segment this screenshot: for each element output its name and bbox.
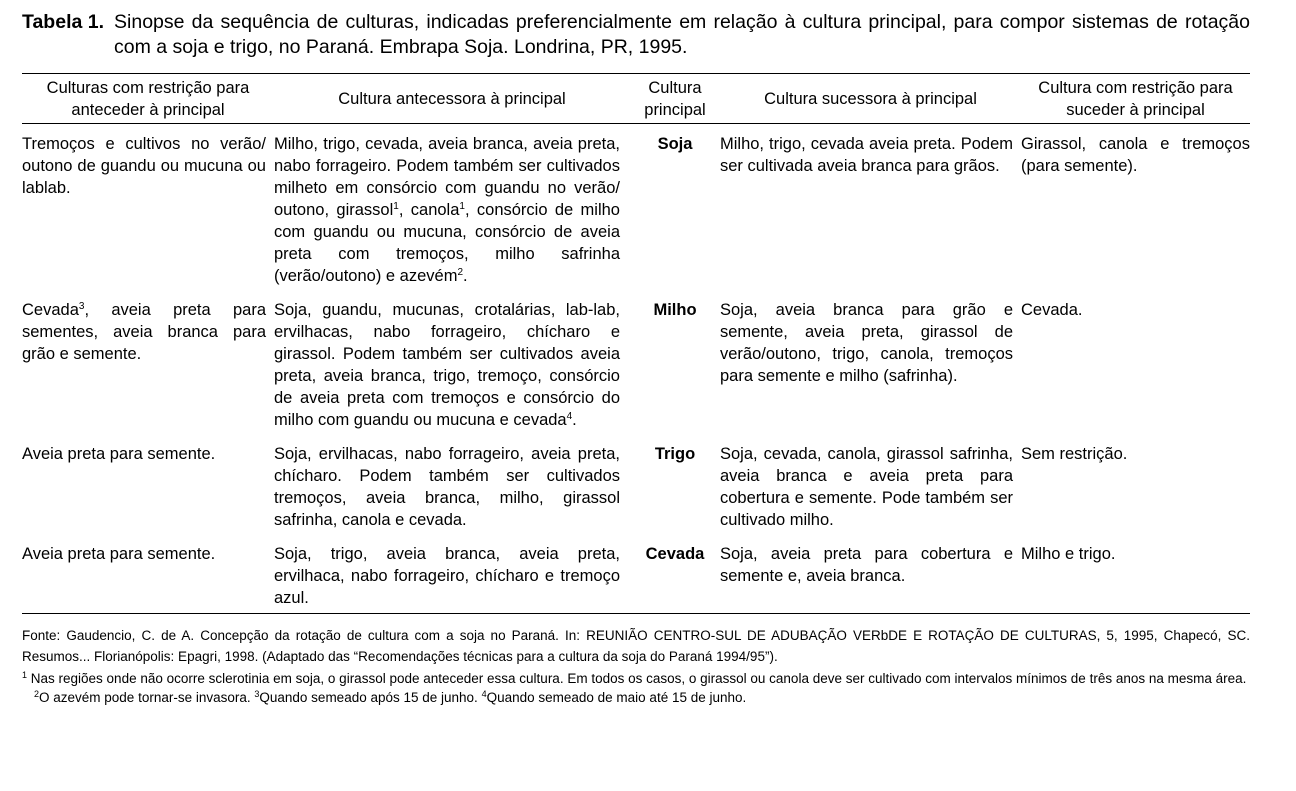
cell-predecessor: Soja, ervilhacas, nabo forrageiro, aveia preta, chícharo. Podem também ser cultivados tremoços, aveia branca, milho, girassol safrinha, canola e cevada. (274, 445, 620, 529)
cell-main-crop: Trigo (654, 445, 696, 463)
table-number: Tabela 1. (22, 11, 105, 33)
cell-predecessor: Milho, trigo, cevada, aveia branca, aveia preta, nabo forrageiro. Podem também ser cultivados milheto em consórcio com guandu no verão/ outono, girassol$^1$, canola$^1$, consórcio de milho com guandu ou mucuna, consórcio de aveia preta com tremoços, milho safrinha (verão/outono) e azevém$^2$. (274, 135, 620, 285)
cell-restriction-before: Aveia preta para semente. (22, 543, 274, 614)
cell-predecessor: Soja, guandu, mucunas, crotalárias, lab-lab, ervilhacas, nabo forrageiro, chícharo e girassol. Podem também ser cultivados aveia preta, aveia branca, trigo, tremoço, consórcio de aveia preta com tremoços e consórcio do milho com guandu ou mucuna e cevada$^4$. (274, 301, 620, 429)
cell-main-crop: Cevada (630, 543, 720, 614)
cell-restriction-before: Cevada$^3$, aveia preta para sementes, aveia branca para grão e semente. (22, 301, 266, 363)
footnote-ref: 1 (459, 201, 465, 212)
footnote-mark: 4 (481, 689, 487, 699)
source-note: Fonte: Gaudencio, C. de A. Concepção da rotação de cultura com a soja no Paraná. In: REUNIÃO CENTRO-SUL DE ADUBAÇÃO VERbDE E ROTAÇÃO DE CULTURAS, 5, 1995, Chapecó, SC. Resumos... Florianópolis: Epagri, 1998. (Adaptado das “Recomendações técnicas para a cultura da soja do Paraná 1994/95”). (22, 628, 1250, 664)
cell-main-crop: Milho (653, 301, 697, 319)
cell-restriction-after: Cevada. (1021, 301, 1083, 319)
cell-successor: Milho, trigo, cevada aveia preta. Podem ser cultivada aveia branca para grãos. (720, 135, 1013, 175)
cell-successor: Soja, cevada, canola, girassol safrinha, aveia branca e aveia preta para cobertura e semente. Pode também ser cultivado milho. (720, 445, 1013, 529)
crop-sequence-table (22, 73, 1250, 614)
cell-restriction-after: Girassol, canola e tremoços (para semente). (1021, 135, 1250, 175)
table-row (22, 543, 1250, 614)
footnote-ref: 1 (393, 201, 399, 212)
header-main-crop: Cultura principal (630, 74, 720, 124)
table-header-row (22, 74, 1250, 124)
cell-main-crop: Soja (657, 135, 693, 153)
footnote-mark: 2 (34, 689, 40, 699)
cell-restriction-before: Aveia preta para semente. (22, 445, 216, 463)
cell-successor: Soja, aveia preta para cobertura e semente e, aveia branca. (720, 543, 1021, 614)
footnotes: $^1$ Nas regiões onde não ocorre sclerotinia em soja, o girassol pode anteceder essa cultura. Em todos os casos, o girassol ou canola deve ser cultivado com intervalos mínimos de três anos na mesma área. $^2$O azevém pode tornar-se invasora. $^3$Quando semeado após 15 de junho. $^4$Quando semeado de maio até 15 de junho. (22, 670, 1247, 705)
cell-restriction-after: Milho e trigo. (1021, 543, 1250, 614)
header-restriction-after: Cultura com restrição para suceder à principal (1021, 74, 1250, 124)
footnote-ref: 4 (566, 411, 573, 422)
footnote-ref: 3 (78, 301, 85, 312)
footnote-ref: 2 (457, 267, 463, 278)
footnote-mark: 3 (254, 689, 260, 699)
header-restriction-before: Culturas com restrição para anteceder à principal (22, 74, 274, 124)
table-notes (22, 625, 1250, 707)
cell-restriction-after: Sem restrição. (1021, 445, 1128, 463)
table-caption (22, 10, 1250, 60)
table-row (22, 124, 1250, 300)
header-successor: Cultura sucessora à principal (720, 74, 1021, 124)
document-page (22, 8, 1250, 707)
cell-successor: Soja, aveia branca para grão e semente, aveia preta, girassol de verão/outono, trigo, canola, tremoços para semente e milho (safrinha). (720, 301, 1013, 385)
table-title: Sinopse da sequência de culturas, indicadas preferencialmente em relação à cultura principal, para compor sistemas de rotação com a soja e trigo, no Paraná. Embrapa Soja. Londrina, PR, 1995. (114, 11, 1250, 58)
header-predecessor: Cultura antecessora à principal (274, 74, 630, 124)
cell-restriction-before: Tremoços e cultivos no verão/ outono de guandu ou mucuna ou lablab. (22, 135, 266, 197)
table-row (22, 443, 1250, 543)
table-row (22, 299, 1250, 443)
footnote-mark: 1 (22, 670, 28, 680)
cell-predecessor: Soja, trigo, aveia branca, aveia preta, ervilhaca, nabo forrageiro, chícharo e tremoço azul. (274, 543, 630, 614)
